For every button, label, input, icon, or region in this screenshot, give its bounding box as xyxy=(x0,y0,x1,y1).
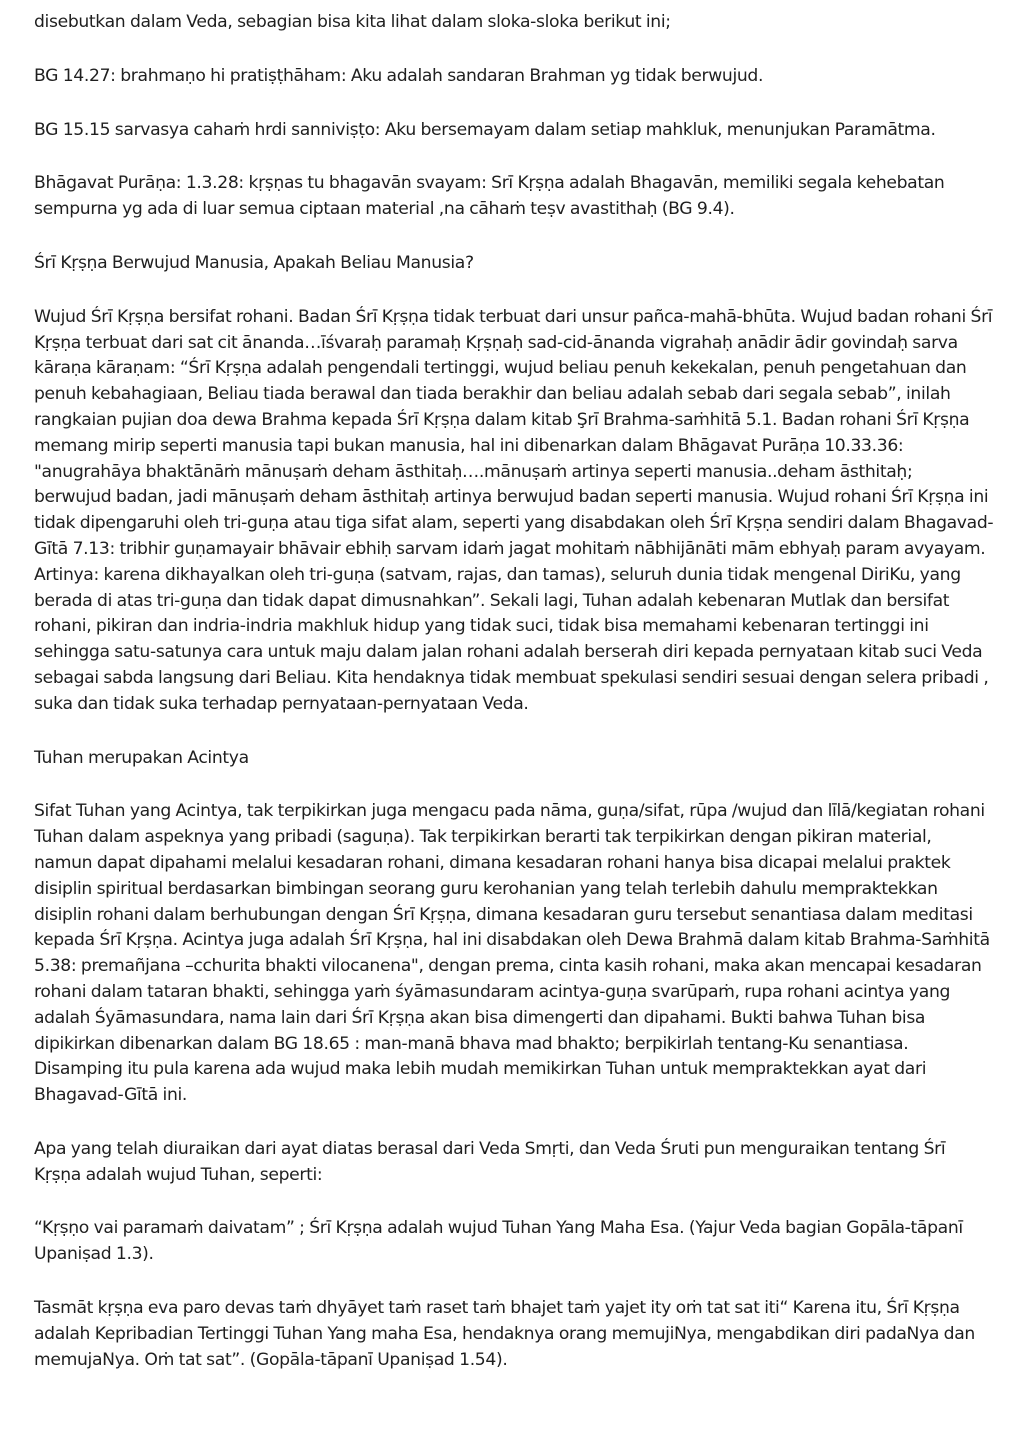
verse-gopala-tapani-1-3: “Kṛṣṇo vai paramaṁ daivatam” ; Śrī Kṛṣṇa adalah wujud Tuhan Yang Maha Esa. (Yajur Veda bagian Gopāla-tāpanī Upaniṣad 1.3). xyxy=(34,1218,963,1265)
section-heading-human-form: Śrī Kṛṣṇa Berwujud Manusia, Apakah Beliau Manusia? xyxy=(34,252,474,273)
verse-gopala-tapani-1-54: Tasmāt kṛṣṇa eva paro devas taṁ dhyāyet taṁ raset taṁ bhajet taṁ yajet ity oṁ tat sat iti“ Karena itu, Śrī Kṛṣṇa adalah Kepribadian Tertinggi Tuhan Yang maha Esa, hendaknya orang memujiNya, mengabdikan diri padaNya dan memujaNya. Oṁ tat sat”. (Gopāla-tāpanī Upaniṣad 1.54). xyxy=(34,1298,975,1370)
section-heading-acintya: Tuhan merupakan Acintya xyxy=(34,747,249,768)
verse-bhagavat-purana-1-3-28: Bhāgavat Purāṇa: 1.3.28: kṛṣṇas tu bhagavān svayam: Srī Kṛṣṇa adalah Bhagavān, memiliki segala kehebatan sempurna yg ada di luar semua ciptaan material ,na cāhaṁ teṣv avastithaḥ (BG 9.4). xyxy=(34,173,945,220)
intro-paragraph: disebutkan dalam Veda, sebagian bisa kita lihat dalam sloka-sloka berikut ini; xyxy=(34,12,671,32)
body-paragraph-spiritual-form: Wujud Śrī Kṛṣṇa bersifat rohani. Badan Śrī Kṛṣṇa tidak terbuat dari unsur pañca-mahā-bhūta. Wujud badan rohani Śrī Kṛṣṇa terbuat dari sat cit ānanda…īśvaraḥ paramaḥ Kṛṣṇaḥ sad-cid-ānanda vigrahaḥ anādir ādir govindaḥ sarva kāraṇa kāraṇam: “Śrī Kṛṣṇa adalah pengendali tertinggi, wujud beliau penuh kekekalan, penuh pengetahuan dan penuh kebahagiaan, Beliau tiada berawal dan tiada berakhir dan beliau adalah sebab dari segala sebab”, inilah rangkaian pujian doa dewa Brahma kepada Śrī Kṛṣṇa dalam kitab Şrī Brahma-saṁhitā 5.1. Badan rohani Śrī Kṛṣṇa memang mirip seperti manusia tapi bukan manusia, hal ini dibenarkan dalam Bhāgavat Purāṇa 10.33.36: "anugrahāya bhaktānāṁ mānuṣaṁ deham āsthitaḥ….mānuṣaṁ artinya seperti manusia..deham āsthitaḥ; berwujud badan, jadi mānuṣaṁ deham āsthitaḥ artinya berwujud badan seperti manusia. Wujud rohani Śrī Kṛṣṇa ini tidak dipengaruhi oleh tri-guṇa atau tiga sifat alam, seperti yang disabdakan oleh Śrī Kṛṣṇa sendiri dalam Bhagavad-Gītā 7.13: tribhir guṇamayair bhāvair ebhiḥ sarvam idaṁ jagat mohitaṁ nābhijānāti mām ebhyaḥ param avyayam. Artinya: karena dikhayalkan oleh tri-guṇa (satvam, rajas, dan tamas), seluruh dunia tidak mengenal DiriKu, yang berada di atas tri-guṇa dan tidak dapat dimusnahkan”. Sekali lagi, Tuhan adalah kebenaran Mutlak dan bersifat rohani, pikiran dan indria-indria makhluk hidup yang tidak suci, tidak bisa memahami kebenaran tertinggi ini sehingga satu-satunya cara untuk maju dalam jalan rohani adalah berserah diri kepada pernyataan kitab suci Veda sebagai sabda langsung dari Beliau. Kita hendaknya tidak membuat spekulasi sendiri sesuai dengan selera pribadi , suka dan tidak suka terhadap pernyataan-pernyataan Veda. xyxy=(34,306,994,714)
verse-bg-15-15: BG 15.15 sarvasya cahaṁ hrdi sanniviṣṭo: Aku bersemayam dalam setiap mahkluk, menunjukan Paramātma. xyxy=(34,119,936,140)
document-page xyxy=(34,10,994,1401)
body-paragraph-smrti-sruti: Apa yang telah diuraikan dari ayat diatas berasal dari Veda Smṛti, dan Veda Śruti pun menguraikan tentang Śrī Kṛṣṇa adalah wujud Tuhan, seperti: xyxy=(34,1138,946,1185)
verse-bg-14-27: BG 14.27: brahmaṇo hi pratiṣṭhāham: Aku adalah sandaran Brahman yg tidak berwujud. xyxy=(34,65,764,86)
body-paragraph-acintya: Sifat Tuhan yang Acintya, tak terpikirkan juga mengacu pada nāma, guṇa/sifat, rūpa /wujud dan līlā/kegiatan rohani Tuhan dalam aspeknya yang pribadi (saguṇa). Tak terpikirkan berarti tak terpikirkan dengan pikiran material, namun dapat dipahami melalui kesadaran rohani, dimana kesadaran rohani hanya bisa dicapai melalui praktek disiplin spiritual berdasarkan bimbingan seorang guru kerohanian yang telah terlebih dahulu mempraktekkan disiplin rohani dalam berhubungan dengan Śrī Kṛṣṇa, dimana kesadaran guru tersebut senantiasa dalam meditasi kepada Śrī Kṛṣṇa. Acintya juga adalah Śrī Kṛṣṇa, hal ini disabdakan oleh Dewa Brahmā dalam kitab Brahma-Saṁhitā 5.38: premañjana –cchurita bhakti vilocanena", dengan prema, cinta kasih rohani, maka akan mencapai kesadaran rohani dalam tataran bhakti, sehingga yaṁ śyāmasundaram acintya-guṇa svarūpaṁ, rupa rohani acintya yang adalah Śyāmasundara, nama lain dari Śrī Kṛṣṇa akan bisa dimengerti dan dipahami. Bukti bahwa Tuhan bisa dipikirkan dibenarkan dalam BG 18.65 : man-manā bhava mad bhakto; berpikirlah tentang-Ku senantiasa. Disamping itu pula karena ada wujud maka lebih mudah memikirkan Tuhan untuk mempraktekkan ayat dari Bhagavad-Gītā ini. xyxy=(34,801,990,1106)
